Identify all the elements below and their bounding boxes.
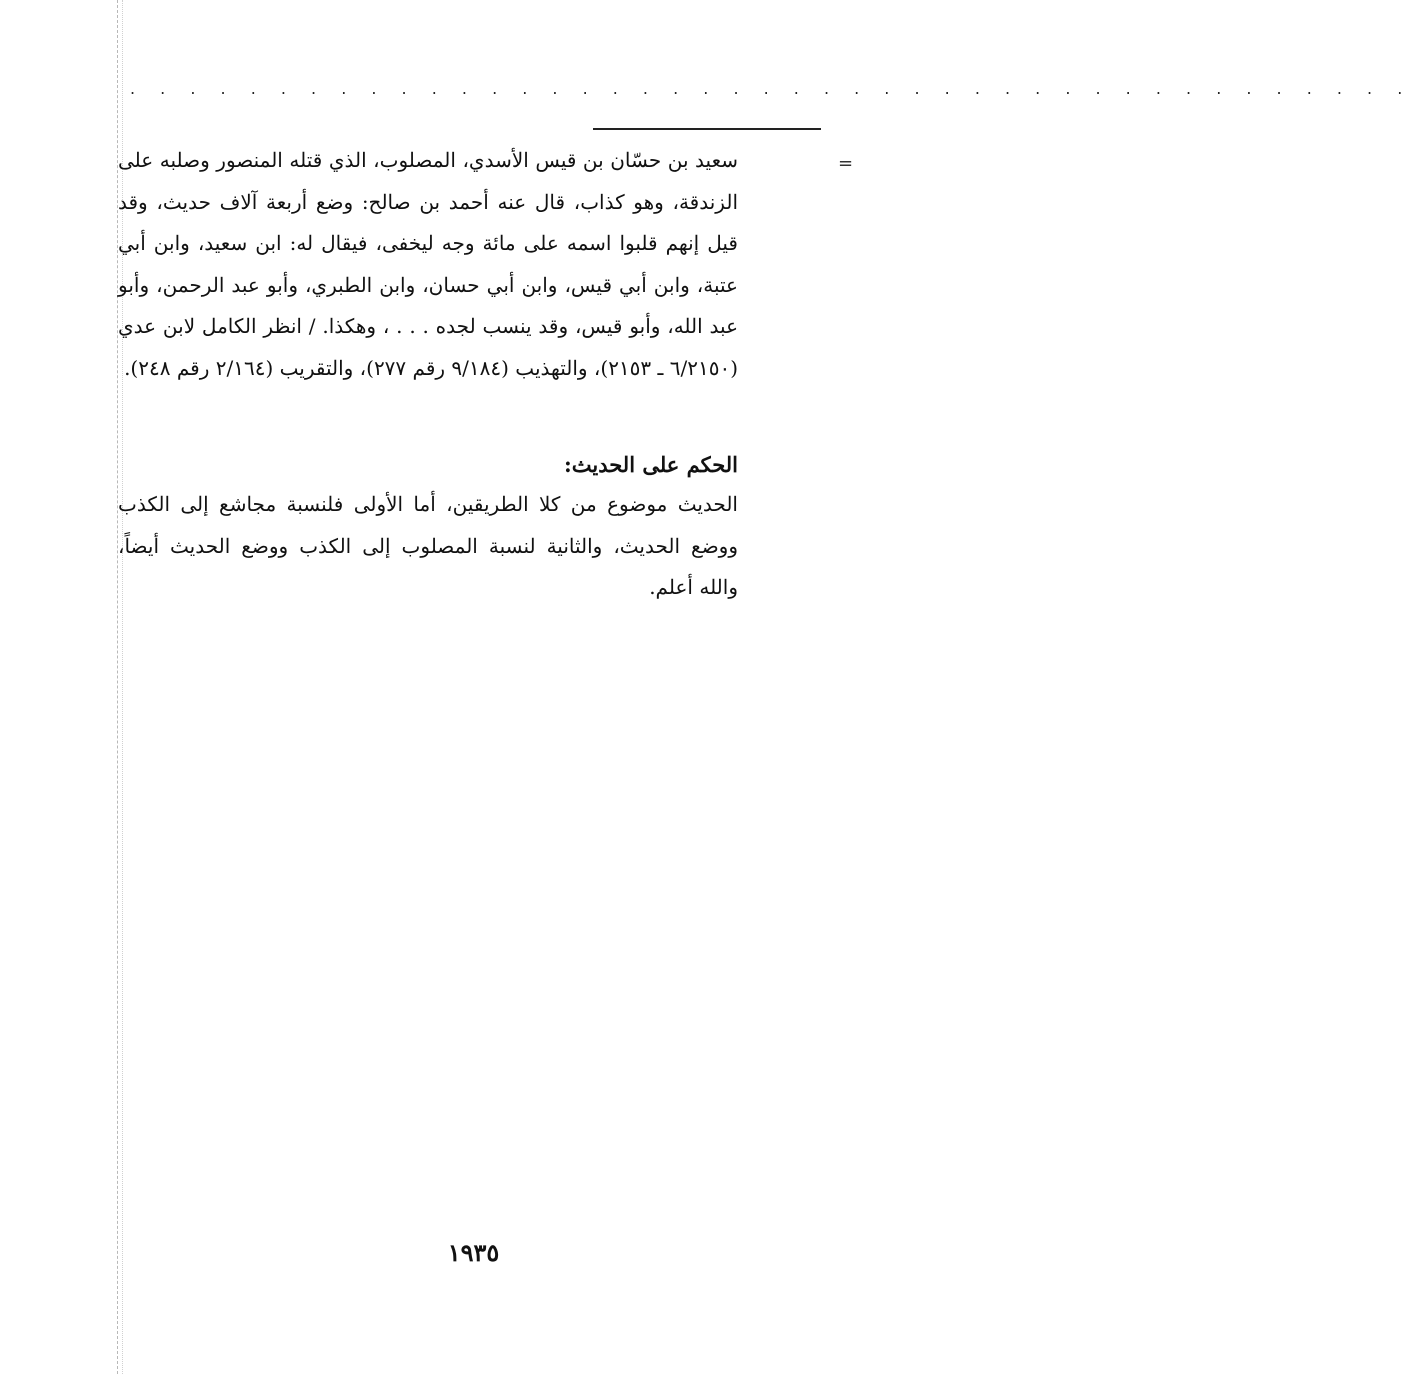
page-number: ١٩٣٥	[447, 1238, 500, 1267]
ruling-heading: الحكم على الحديث:	[564, 452, 738, 477]
dotted-separator: . . . . . . . . . . . . . . . . . . . . . . . . . . . . . . . . . . . . . . . . . . .	[130, 79, 1412, 98]
ruling-text: الحديث موضوع من كلا الطريقين، أما الأولى فلنسبة مجاشع إلى الكذب ووضع الحديث، والثانية لنسبة المصلوب إلى الكذب ووضع الحديث أيضاً، والله أعلم.	[118, 492, 738, 599]
footnote-text: سعيد بن حسّان بن قيس الأسدي، المصلوب، الذي قتله المنصور وصلبه على الزندقة، وهو كذاب، قال عنه أحمد بن صالح: وضع أربعة آلاف حديث، وقد قيل إنهم قلبوا اسمه على مائة وجه ليخفى، فيقال له: ابن سعيد، وابن أبي عتبة، وابن أبي قيس، وابن أبي حسان، وابن الطبري، وأبو عبد الرحمن، وأبو عبد الله، وأبو قيس، وقد ينسب لجده . . . ، وهكذا. / انظر الكامل لابن عدي (٦/٢١٥٠ ـ ٢١٥٣)، والتهذيب (٩/١٨٤ رقم ٢٧٧)، والتقريب (٢/١٦٤ رقم ٢٤٨).	[118, 148, 738, 380]
footnote-rule	[593, 128, 821, 130]
margin-mark: =	[838, 153, 854, 174]
